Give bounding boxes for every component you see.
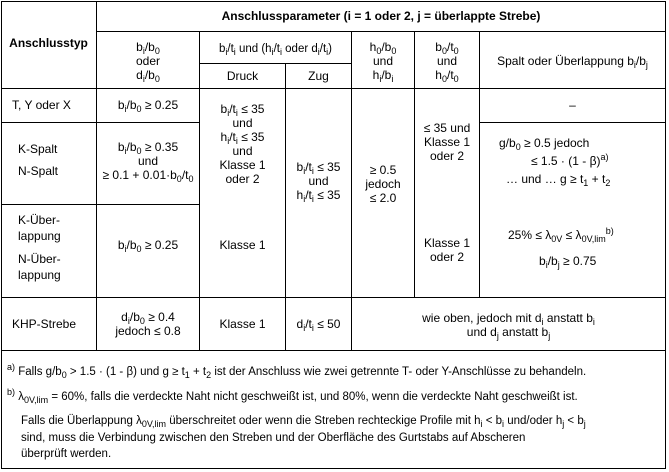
k-bb-value: $b_i/b_0 \ge 0.35$ und ≥ $0.1 + 0.01\cdot b_0/t_0$ xyxy=(102,140,194,184)
footnote-c-line3: überprüft werden. xyxy=(21,448,112,460)
col-bt-header: $b_i/t_i$ und ($h_i/t_i$ oder $d_i/t_i$) xyxy=(218,43,333,57)
row-label-k-spalt: K-Spalt xyxy=(18,142,58,156)
col-bi-b0-header: $b_i/b_0$ oder $d_i/b_0$ xyxy=(135,40,161,84)
ty-spalt-dash: – xyxy=(569,98,576,112)
row-label-khp: KHP-Strebe xyxy=(12,317,77,331)
druck-stack: $b_i/t_i \le 35$ und $h_i/t_i \le 35$ und Klasse 1 oder 2 xyxy=(219,102,266,186)
row-label-k-lappung: lappung xyxy=(18,229,61,243)
row-label-ty: T, Y oder X xyxy=(12,98,71,112)
ov-druck-klasse: Klasse 1 xyxy=(219,238,266,252)
row-label-n-spalt: N-Spalt xyxy=(18,164,59,178)
ov-bb-value: $b_i/b_0 \ge 0.25$ xyxy=(117,238,179,254)
b0-stack: ≤ 35 und Klasse 1 oder 2 xyxy=(423,121,471,163)
col-h0-header: $h_0/b_0$ und $h_i/b_i$ xyxy=(369,40,397,84)
ov-b0-stack: Klasse 1 oder 2 xyxy=(423,236,471,264)
row-label-n-ueber: N-Über- xyxy=(18,252,61,266)
khp-zug-value: $d_i/t_i \le 50$ xyxy=(296,317,341,333)
footnote-c-line2: sind, muss die Verbindung zwischen den Streben und der Oberfläche des Gurtstabs auf Abscheren xyxy=(21,432,526,444)
col-spalt-header: Spalt oder Überlappung $b_i/b_j$ xyxy=(497,54,648,70)
zug-stack: $b_i/t_i \le 35$ und $h_i/t_i \le 35$ xyxy=(296,160,341,204)
group-title: Anschlussparameter (i = 1 oder 2, j = überlappte Strebe) xyxy=(221,9,541,23)
k-spalt-line1: $g/b_0 \ge 0.5$ jedoch xyxy=(499,136,590,152)
row-label-k-ueber: K-Über- xyxy=(18,213,61,227)
row-label-n-lappung: lappung xyxy=(18,268,61,282)
k-spalt-line3: … und … $g \ge t_1 + t_2$ xyxy=(506,172,611,188)
footnote-b: $^{b)}$ $\lambda_{0V,lim} = 60\%$, falls die verdeckte Naht nicht geschweißt ist, und 80%, wenn die verdeckte Naht geschweißt ist. xyxy=(7,387,578,405)
khp-d-value: $d_i/b_0 \ge 0.4$ jedoch ≤ 0.8 xyxy=(115,310,181,338)
ov-spalt-line2: $b_i/b_j \ge 0.75$ xyxy=(539,254,597,270)
ov-spalt-line1: $25\% \le \lambda_{0V} \le \lambda_{0V,lim}^{b)}$ xyxy=(508,226,614,244)
col-druck: Druck xyxy=(226,69,259,83)
footnote-c-line1: Falls die Überlappung $\lambda_{0V,lim}$ überschreitet oder wenn die Streben rechteckige Profile mit $h_i < b_i$ und/oder $h_j < b_j$ xyxy=(21,415,586,429)
col-b0-header: $b_0/t_0$ und $h_0/t_0$ xyxy=(435,40,459,84)
k-spalt-line2: ≤ 1.5 · (1 - β)$^{a)}$ xyxy=(531,152,609,168)
col-anschlusstyp: Anschlusstyp xyxy=(9,36,88,50)
khp-wie-oben: wie oben, jedoch mit $d_i$ anstatt $b_i$ und $d_j$ anstatt $b_j$ xyxy=(422,311,595,341)
footnote-a: $^{a)}$ Falls $g/b_0 > 1.5 \cdot (1 - \beta)$ und $g \ge t_1 + t_2$ ist der Anschluss wie zwei getrennte T- oder Y-Anschlüsse zu behandeln. xyxy=(7,362,587,380)
khp-druck-klasse: Klasse 1 xyxy=(219,317,266,331)
table-frame xyxy=(1,1,666,469)
col-zug: Zug xyxy=(308,69,329,83)
ty-bb-value: $b_i/b_0 \ge 0.25$ xyxy=(117,98,179,114)
h0-stack: ≥ 0.5 jedoch ≤ 2.0 xyxy=(365,163,401,205)
